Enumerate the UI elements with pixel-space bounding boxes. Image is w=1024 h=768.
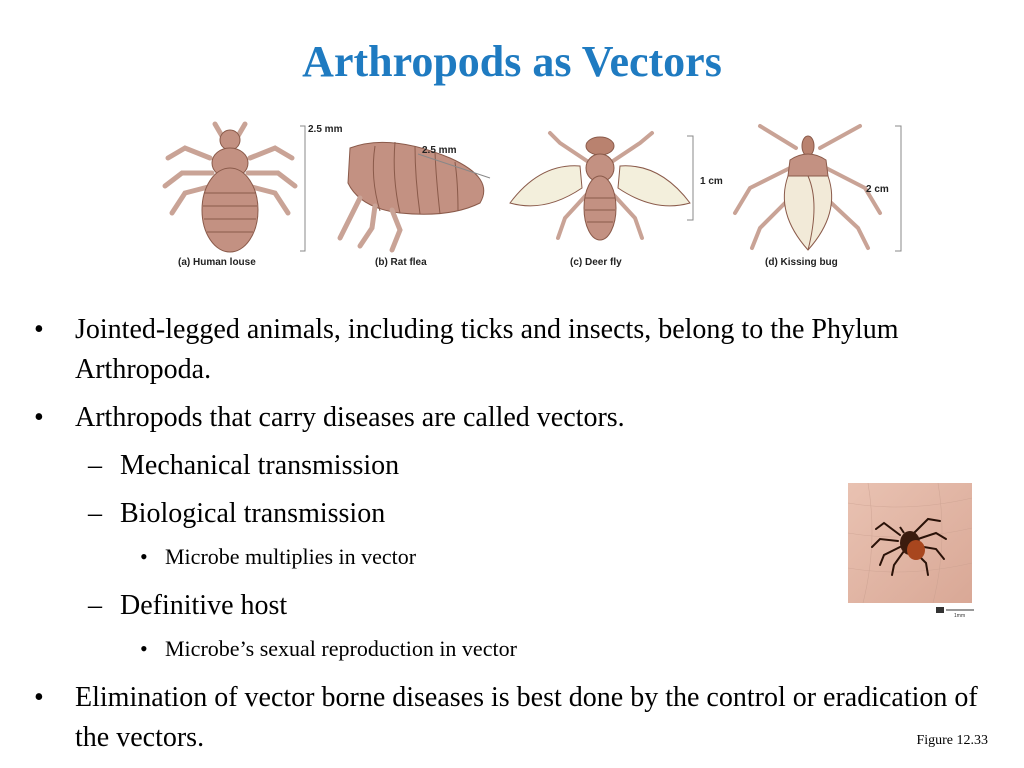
tick-photo (848, 483, 972, 603)
arthropod-illustrations (160, 118, 920, 278)
sub-sub-bullet-item (30, 634, 990, 664)
louse-icon (165, 124, 295, 252)
bullet-text: Elimination of vector borne diseases is best done by the control or eradication of the vectors. (75, 682, 978, 753)
dash-mark: – (88, 498, 102, 529)
caption-louse: (a) Human louse (178, 257, 256, 268)
sub-sub-bullet-item (30, 542, 990, 572)
bullet-mark: • (34, 682, 44, 713)
sub-bullet-text: Mechanical transmission (120, 450, 400, 481)
bullet-mark: • (34, 402, 44, 433)
sub-sub-bullet-text: Microbe multiplies in vector (165, 544, 417, 569)
sub-bullet-text: Definitive host (120, 590, 288, 621)
scale-label-fly: 1 cm (700, 176, 723, 187)
bullet-list (30, 310, 990, 766)
scale-label-kissing-bug: 2 cm (866, 184, 889, 195)
bullet-item (30, 678, 990, 758)
caption-fly: (c) Deer fly (570, 257, 622, 268)
flea-icon (340, 142, 484, 250)
figure-reference: Figure 12.33 (916, 733, 988, 748)
sub-bullet-item (30, 446, 990, 486)
fly-icon (510, 133, 690, 240)
caption-kissing-bug: (d) Kissing bug (765, 257, 838, 268)
scale-bracket (300, 126, 305, 251)
bullet-mark: • (140, 544, 148, 569)
dash-mark: – (88, 590, 102, 621)
arthropod-figure (160, 118, 920, 278)
tick-icon (848, 483, 972, 603)
caption-flea: (b) Rat flea (375, 257, 427, 268)
bullet-mark: • (140, 636, 148, 661)
bullet-item (30, 398, 990, 438)
sub-bullet-item (30, 494, 990, 534)
scale-label-flea: 2.5 mm (422, 145, 457, 156)
kissing-bug-icon (735, 126, 880, 250)
bullet-text: Jointed-legged animals, including ticks and insects, belong to the Phylum Arthropoda. (75, 314, 899, 385)
photo-scale-bar (936, 605, 976, 617)
dash-mark: – (88, 450, 102, 481)
bullet-text: Arthropods that carry diseases are called vectors. (75, 402, 625, 433)
sub-sub-bullet-text: Microbe’s sexual reproduction in vector (165, 636, 517, 661)
sub-bullet-item (30, 586, 990, 626)
slide-title: Arthropods as Vectors (302, 37, 722, 86)
photo-scale-label: 1mm (954, 613, 966, 618)
bullet-item (30, 310, 990, 390)
sub-bullet-text: Biological transmission (120, 498, 386, 529)
scale-label-louse: 2.5 mm (308, 124, 343, 135)
bullet-mark: • (34, 314, 44, 345)
